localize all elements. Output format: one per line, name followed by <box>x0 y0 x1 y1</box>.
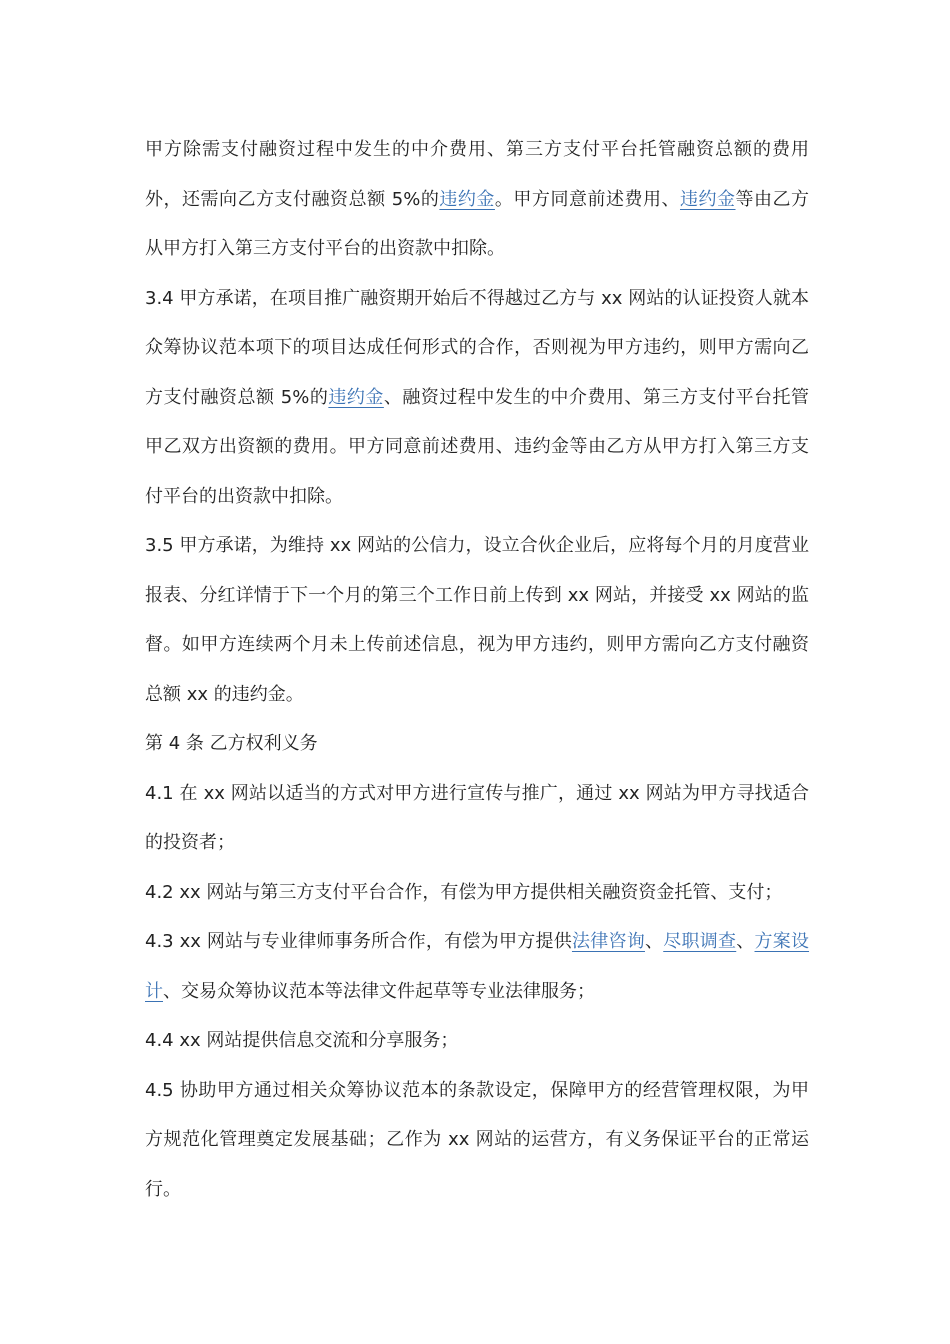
paragraph-text: 等由乙方从甲方打入第三方支付平台的出资款中扣除。 <box>145 188 810 259</box>
paragraph-text: 4.3 xx 网站与专业律师事务所合作，有偿为甲方提供 <box>145 931 572 952</box>
paragraph <box>145 719 809 769</box>
paragraph-text: 、交易众筹协议范本等法律文件起草等专业法律服务； <box>163 980 595 1002</box>
inline-link[interactable]: 违约金 <box>439 188 495 210</box>
inline-link[interactable]: 违约金 <box>328 386 384 408</box>
paragraph-text: 、 <box>644 931 664 952</box>
inline-link[interactable]: 法律咨询 <box>571 931 645 952</box>
paragraph-text: 3.4 甲方承诺，在项目推广融资期开始后不得越过乙方与 xx 网站的认证投资人就本众筹协议范本项下的项目达成任何形式的合作，否则视为甲方违约，则甲方需向乙方支付融资总额 5%的 <box>145 287 809 408</box>
paragraph <box>145 917 809 1016</box>
inline-link[interactable]: 尽职调查 <box>663 931 737 952</box>
paragraph-text: 。甲方同意前述费用、 <box>494 188 680 210</box>
inline-link[interactable]: 违约金 <box>679 188 736 210</box>
document-body <box>145 125 809 1214</box>
paragraph-text: 、 <box>736 931 755 952</box>
paragraph-text: 、融资过程中发生的中介费用、第三方支付平台托管甲乙双方出资额的费用。甲方同意前述费用、违约金等由乙方从甲方打入第三方支付平台的出资款中扣除。 <box>145 386 810 507</box>
paragraph-text: 4.2 xx 网站与第三方支付平台合作，有偿为甲方提供相关融资资金托管、支付； <box>145 881 783 903</box>
paragraph-text: 4.1 在 xx 网站以适当的方式对甲方进行宣传与推广，通过 xx 网站为甲方寻找适合的投资者； <box>145 782 809 853</box>
paragraph <box>145 769 809 868</box>
paragraph <box>145 1066 809 1215</box>
paragraph <box>145 1016 809 1066</box>
paragraph-text: 4.5 协助甲方通过相关众筹协议范本的条款设定，保障甲方的经营管理权限，为甲方规范化管理奠定发展基础；乙作为 xx 网站的运营方，有义务保证平台的正常运行。 <box>145 1079 809 1200</box>
inline-link[interactable]: 方案设计 <box>145 931 810 1002</box>
paragraph <box>145 125 809 274</box>
paragraph <box>145 274 809 522</box>
paragraph-text: 甲方除需支付融资过程中发生的中介费用、第三方支付平台托管融资总额的费用外，还需向乙方支付融资总额 5%的 <box>145 139 809 210</box>
paragraph-text: 4.4 xx 网站提供信息交流和分享服务； <box>145 1030 459 1051</box>
paragraph <box>145 521 809 719</box>
paragraph <box>145 868 809 918</box>
paragraph-text: 3.5 甲方承诺，为维持 xx 网站的公信力，设立合伙企业后，应将每个月的月度营业报表、分红详情于下一个月的第三个工作日前上传到 xx 网站，并接受 xx 网站的监督。如甲方连续两个月未上传前述信息，视为甲方违约，则甲方需向乙方支付融资总额 xx 的违约金。 <box>145 535 809 705</box>
paragraph-text: 第 4 条 乙方权利义务 <box>145 733 318 754</box>
